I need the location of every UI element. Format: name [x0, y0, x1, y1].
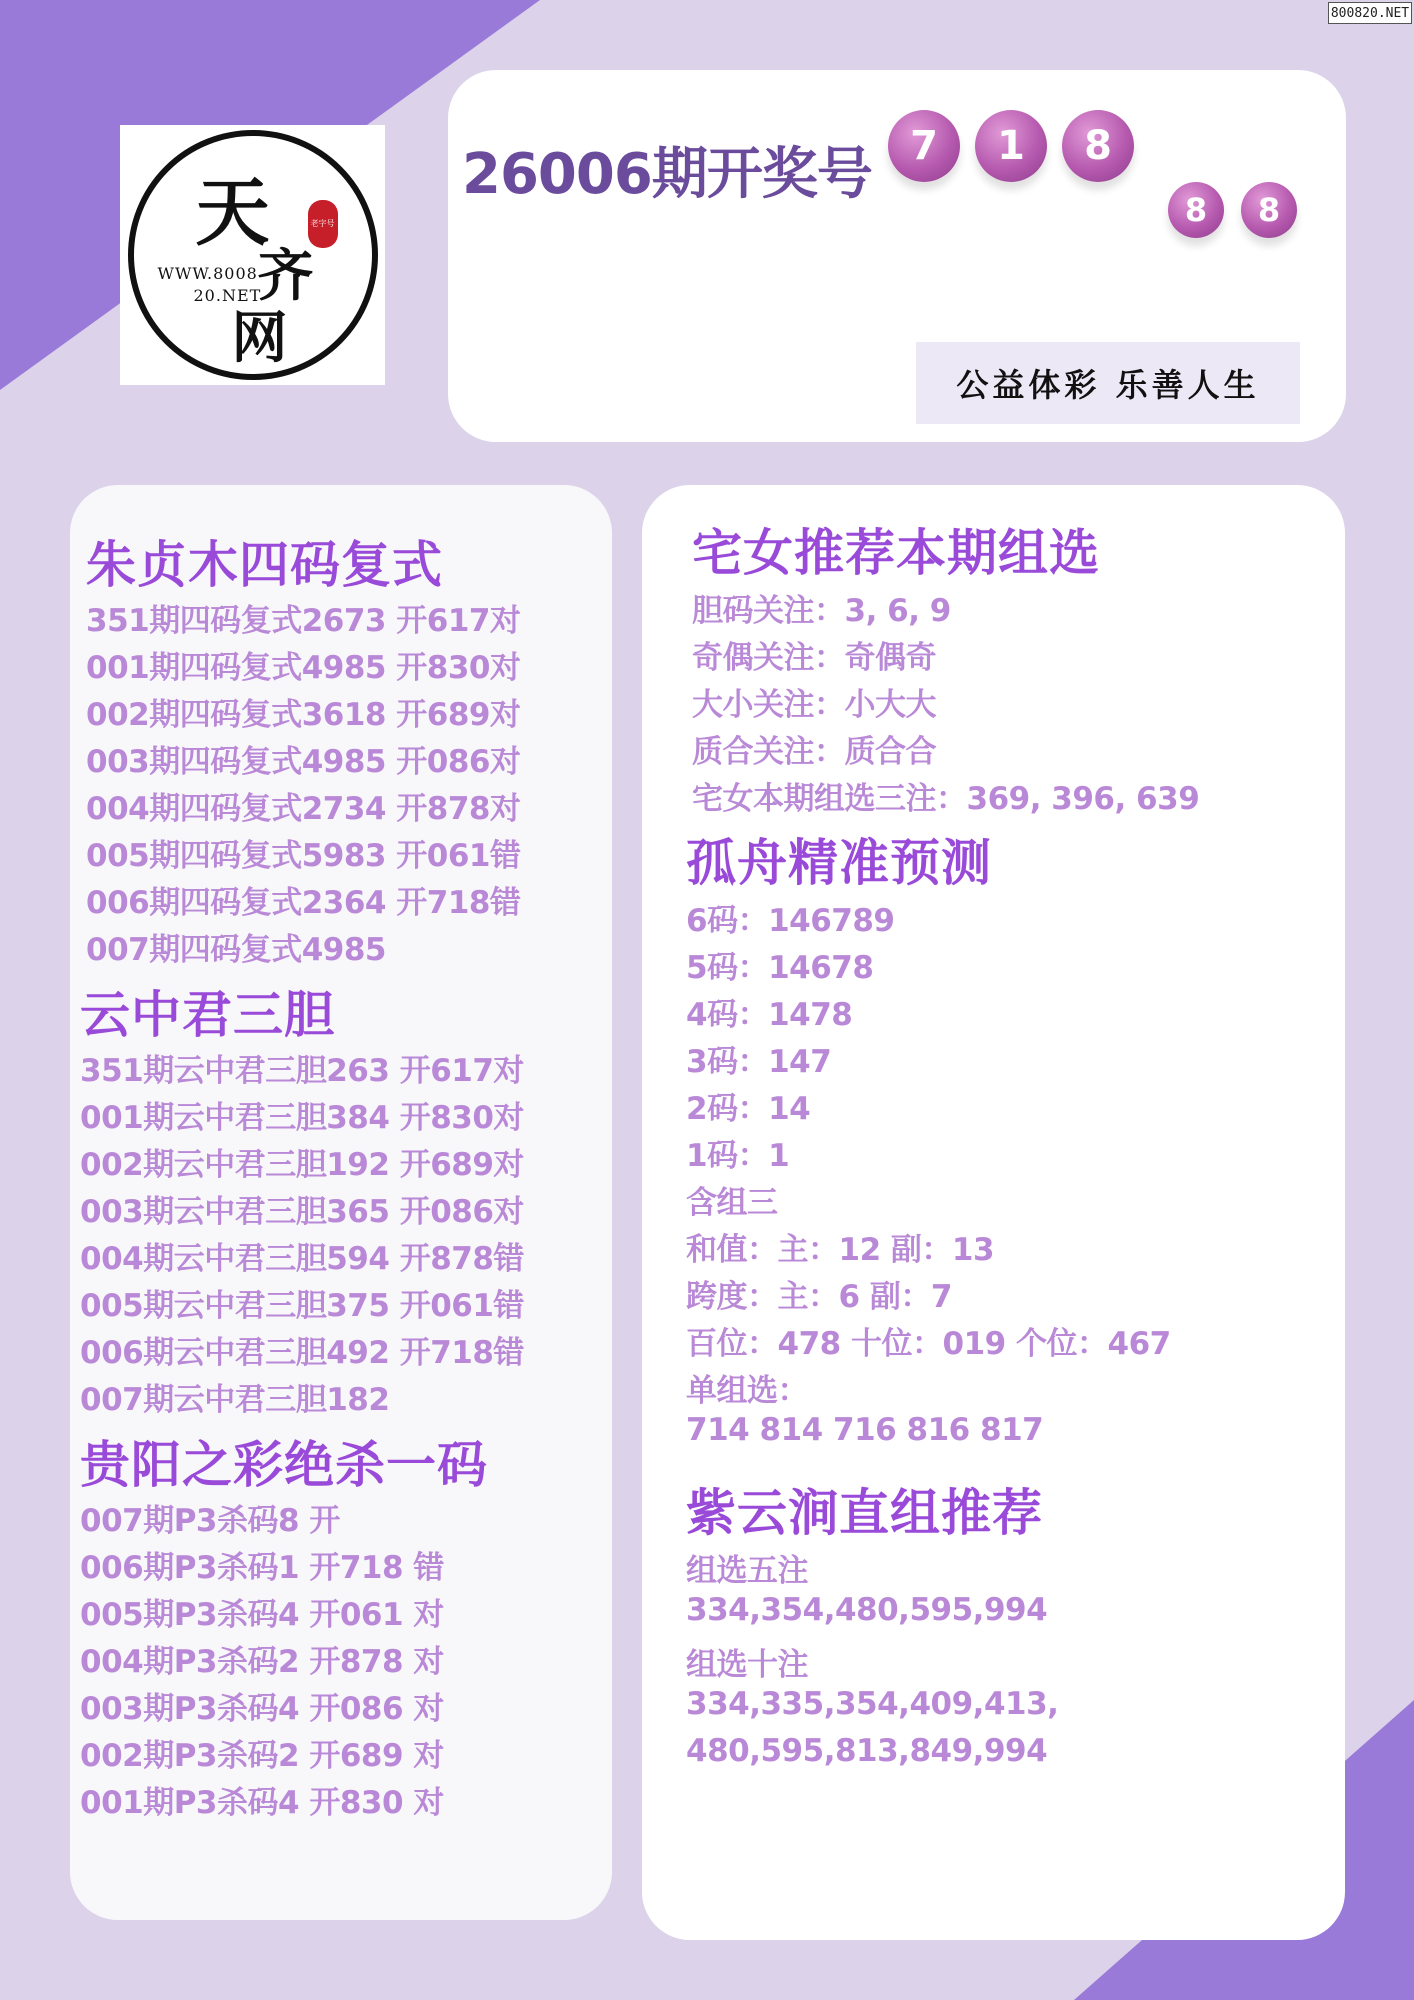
site-logo: [120, 125, 385, 385]
history-line: 006期云中君三胆492 开718错: [80, 1335, 524, 1371]
prediction-line: 跨度：主：6 副：7: [686, 1279, 952, 1315]
prediction-line: 百位：478 十位：019 个位：467: [686, 1326, 1171, 1362]
prediction-line: 4码：1478: [686, 997, 853, 1033]
prediction-line: 奇偶关注：奇偶奇: [692, 640, 936, 676]
prediction-line: 714 814 716 816 817: [686, 1412, 1044, 1448]
prediction-line: 胆码关注：3, 6, 9: [692, 593, 951, 629]
history-line: 007期P3杀码8 开: [80, 1503, 340, 1539]
extra-ball: 8: [1168, 182, 1224, 238]
prediction-line: 334,335,354,409,413,: [686, 1686, 1059, 1722]
winning-ball: 7: [888, 110, 960, 182]
prediction-line: 480,595,813,849,994: [686, 1733, 1048, 1769]
history-line: 003期P3杀码4 开086 对: [80, 1691, 444, 1727]
section-title: 贵阳之彩绝杀一码: [80, 1436, 488, 1494]
prediction-line: 6码：146789: [686, 903, 895, 939]
history-line: 351期云中君三胆263 开617对: [80, 1053, 524, 1089]
history-line: 001期云中君三胆384 开830对: [80, 1100, 524, 1136]
prediction-line: 334,354,480,595,994: [686, 1592, 1048, 1628]
prediction-line: 3码：147: [686, 1044, 832, 1080]
logo-char-2: 齐: [257, 243, 314, 309]
history-line: 004期四码复式2734 开878对: [86, 791, 521, 827]
prediction-line: 组选十注: [686, 1647, 808, 1683]
winning-ball: 8: [1062, 110, 1134, 182]
draw-title: 26006期开奖号: [462, 142, 872, 207]
logo-url-line-1: WWW.8008: [157, 264, 258, 283]
logo-circle: [128, 130, 378, 380]
logo-url-line-2: 20.NET: [193, 286, 262, 305]
history-line: 003期四码复式4985 开086对: [86, 744, 521, 780]
history-line: 006期四码复式2364 开718错: [86, 885, 521, 921]
prediction-line: 组选五注: [686, 1553, 808, 1589]
slogan-banner: 公益体彩 乐善人生: [916, 342, 1300, 424]
history-line: 006期P3杀码1 开718 错: [80, 1550, 444, 1586]
history-line: 001期四码复式4985 开830对: [86, 650, 521, 686]
history-line: 005期四码复式5983 开061错: [86, 838, 521, 874]
history-line: 001期P3杀码4 开830 对: [80, 1785, 444, 1821]
right-predictions-card: [642, 485, 1345, 1940]
history-line: 002期云中君三胆192 开689对: [80, 1147, 524, 1183]
extra-ball: 8: [1241, 182, 1297, 238]
section-title: 朱贞木四码复式: [86, 536, 443, 594]
section-title: 紫云涧直组推荐: [686, 1484, 1043, 1542]
logo-char-3: 网: [231, 305, 288, 371]
history-line: 004期P3杀码2 开878 对: [80, 1644, 444, 1680]
history-line: 007期四码复式4985: [86, 932, 386, 968]
logo-char-1: 天: [195, 170, 270, 256]
draw-result-card: [448, 70, 1346, 442]
history-line: 002期P3杀码2 开689 对: [80, 1738, 444, 1774]
section-title: 孤舟精准预测: [686, 834, 992, 892]
prediction-line: 大小关注：小大大: [692, 687, 936, 723]
prediction-line: 和值：主：12 副：13: [686, 1232, 995, 1268]
history-line: 002期四码复式3618 开689对: [86, 697, 521, 733]
prediction-line: 质合关注：质合合: [692, 734, 936, 770]
prediction-line: 2码：14: [686, 1091, 811, 1127]
history-line: 007期云中君三胆182: [80, 1382, 390, 1418]
history-line: 003期云中君三胆365 开086对: [80, 1194, 524, 1230]
prediction-line: 单组选：: [686, 1373, 808, 1409]
history-line: 005期云中君三胆375 开061错: [80, 1288, 524, 1324]
history-line: 351期四码复式2673 开617对: [86, 603, 521, 639]
section-title: 宅女推荐本期组选: [692, 524, 1100, 582]
section-title: 云中君三胆: [80, 986, 335, 1044]
history-line: 004期云中君三胆594 开878错: [80, 1241, 524, 1277]
watermark: 800820.NET: [1328, 2, 1412, 24]
history-line: 005期P3杀码4 开061 对: [80, 1597, 444, 1633]
prediction-line: 宅女本期组选三注：369, 396, 639: [692, 781, 1200, 817]
prediction-line: 5码：14678: [686, 950, 874, 986]
prediction-line: 1码：1: [686, 1138, 790, 1174]
prediction-line: 含组三: [686, 1185, 778, 1221]
logo-seal: 老字号: [308, 200, 338, 248]
left-predictions-card: [70, 485, 612, 1920]
winning-ball: 1: [975, 110, 1047, 182]
